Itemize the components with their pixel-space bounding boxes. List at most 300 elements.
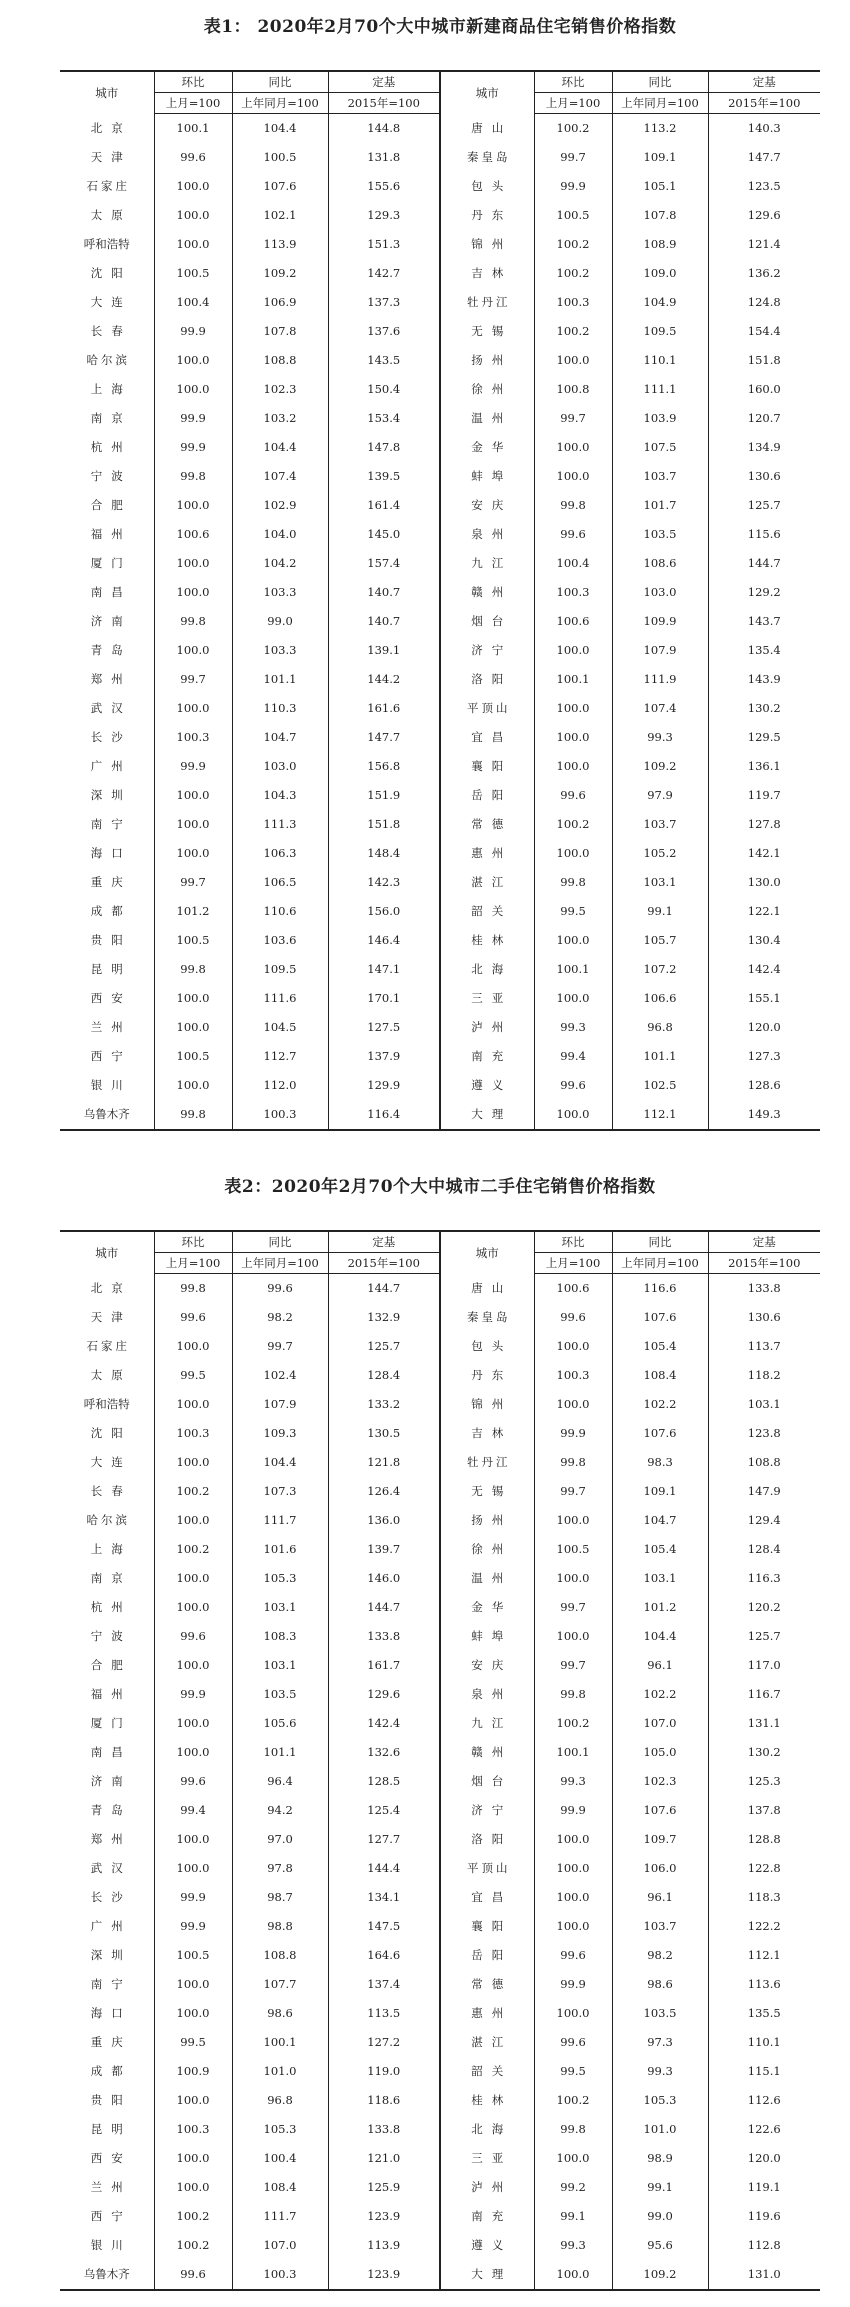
fixed-cell: 136.2	[708, 259, 820, 288]
mom-cell: 99.9	[154, 1883, 232, 1912]
yoy-cell: 97.3	[612, 2028, 708, 2057]
yoy-cell: 100.3	[232, 2260, 328, 2290]
fixed-cell: 130.5	[328, 1419, 440, 1448]
mom-cell: 100.0	[534, 1100, 612, 1130]
mom-cell: 100.0	[534, 926, 612, 955]
table-row	[60, 1448, 820, 1477]
city-cell: 秦皇岛	[440, 143, 534, 172]
mom-cell: 99.5	[534, 897, 612, 926]
yoy-cell: 108.3	[232, 1622, 328, 1651]
city-cell: 惠州	[440, 839, 534, 868]
mom-base-header: 上月=100	[534, 93, 612, 114]
table-row	[60, 578, 820, 607]
city-cell: 青岛	[90, 1803, 132, 1817]
city-cell: 上海	[90, 1542, 132, 1556]
yoy-base-header: 上年同月=100	[612, 1253, 708, 1274]
fixed-cell: 143.9	[708, 665, 820, 694]
fixed-cell: 150.4	[328, 375, 440, 404]
table-row	[60, 839, 820, 868]
city-cell: 桂林	[440, 2086, 534, 2115]
city-cell: 石家庄	[86, 179, 130, 193]
yoy-cell: 107.9	[612, 636, 708, 665]
table-row	[60, 1361, 820, 1390]
city-cell: 南昌	[90, 1745, 132, 1759]
mom-cell: 99.7	[534, 143, 612, 172]
yoy-cell: 101.1	[612, 1042, 708, 1071]
city-cell: 兰州	[90, 2180, 132, 2194]
fixed-cell: 134.1	[328, 1883, 440, 1912]
city-cell: 徐州	[440, 375, 534, 404]
fixed-cell: 116.4	[328, 1100, 440, 1130]
city-cell: 西安	[90, 991, 132, 1005]
yoy-header: 同比	[232, 1231, 328, 1253]
mom-cell: 99.8	[534, 1680, 612, 1709]
fixed-cell: 128.4	[708, 1535, 820, 1564]
fixed-cell: 136.1	[708, 752, 820, 781]
yoy-cell: 109.5	[232, 955, 328, 984]
city-cell: 武汉	[90, 701, 132, 715]
city-cell: 大连	[90, 295, 132, 309]
fixed-cell: 123.8	[708, 1419, 820, 1448]
yoy-cell: 103.1	[232, 1651, 328, 1680]
mom-cell: 100.0	[154, 694, 232, 723]
mom-cell: 99.7	[534, 404, 612, 433]
mom-cell: 99.9	[534, 1419, 612, 1448]
city-cell: 南京	[90, 1571, 132, 1585]
fixed-cell: 127.3	[708, 1042, 820, 1071]
yoy-cell: 111.9	[612, 665, 708, 694]
mom-cell: 100.0	[154, 1332, 232, 1361]
fixed-cell: 117.0	[708, 1651, 820, 1680]
fixed-cell: 118.3	[708, 1883, 820, 1912]
mom-cell: 99.6	[154, 2260, 232, 2290]
table-row	[60, 665, 820, 694]
yoy-cell: 107.3	[232, 1477, 328, 1506]
yoy-cell: 109.1	[612, 1477, 708, 1506]
table-row	[60, 1622, 820, 1651]
yoy-cell: 109.3	[232, 1419, 328, 1448]
fixed-cell: 133.8	[328, 2115, 440, 2144]
city-cell: 赣州	[440, 1738, 534, 1767]
city-cell: 广州	[90, 759, 132, 773]
yoy-cell: 107.7	[232, 1970, 328, 1999]
mom-cell: 100.0	[154, 1970, 232, 1999]
table-row	[60, 723, 820, 752]
mom-cell: 100.0	[534, 2260, 612, 2290]
mom-cell: 100.0	[534, 462, 612, 491]
city-cell: 深圳	[90, 788, 132, 802]
city-cell: 郑州	[90, 1832, 132, 1846]
city-cell: 银川	[90, 2238, 132, 2252]
mom-cell: 99.8	[534, 1448, 612, 1477]
table-row	[60, 2028, 820, 2057]
city-cell: 金华	[440, 433, 534, 462]
table-row	[60, 1332, 820, 1361]
fixed-cell: 142.1	[708, 839, 820, 868]
mom-cell: 100.0	[154, 1709, 232, 1738]
yoy-cell: 104.3	[232, 781, 328, 810]
yoy-cell: 104.4	[232, 1448, 328, 1477]
table-row	[60, 897, 820, 926]
fixed-cell: 142.3	[328, 868, 440, 897]
fixed-base-header: 2015年=100	[708, 1253, 820, 1274]
mom-cell: 100.2	[534, 259, 612, 288]
city-cell: 唐山	[440, 114, 534, 144]
fixed-cell: 115.1	[708, 2057, 820, 2086]
fixed-header: 定基	[328, 1231, 440, 1253]
yoy-cell: 108.9	[612, 230, 708, 259]
city-cell: 南充	[440, 2202, 534, 2231]
table-row	[60, 607, 820, 636]
yoy-cell: 103.1	[612, 1564, 708, 1593]
mom-cell: 100.5	[154, 1941, 232, 1970]
mom-cell: 99.6	[154, 1622, 232, 1651]
yoy-cell: 96.1	[612, 1883, 708, 1912]
city-cell: 九江	[440, 1709, 534, 1738]
yoy-cell: 111.7	[232, 1506, 328, 1535]
yoy-cell: 107.0	[612, 1709, 708, 1738]
fixed-cell: 133.8	[328, 1622, 440, 1651]
mom-cell: 100.0	[534, 694, 612, 723]
fixed-base-header: 2015年=100	[708, 93, 820, 114]
fixed-cell: 132.6	[328, 1738, 440, 1767]
yoy-cell: 103.5	[612, 1999, 708, 2028]
yoy-cell: 102.2	[612, 1390, 708, 1419]
table-row	[60, 752, 820, 781]
mom-cell: 100.0	[154, 1506, 232, 1535]
fixed-cell: 142.7	[328, 259, 440, 288]
table-row	[60, 1767, 820, 1796]
mom-cell: 99.7	[534, 1651, 612, 1680]
city-cell: 郑州	[90, 672, 132, 686]
yoy-cell: 106.6	[612, 984, 708, 1013]
yoy-cell: 109.0	[612, 259, 708, 288]
city-cell: 杭州	[90, 1600, 132, 1614]
mom-cell: 100.5	[154, 259, 232, 288]
yoy-cell: 103.6	[232, 926, 328, 955]
fixed-cell: 155.1	[708, 984, 820, 1013]
mom-cell: 100.0	[154, 1999, 232, 2028]
yoy-cell: 112.7	[232, 1042, 328, 1071]
fixed-cell: 118.6	[328, 2086, 440, 2115]
yoy-header: 同比	[612, 1231, 708, 1253]
city-cell: 天津	[90, 150, 132, 164]
mom-cell: 100.0	[154, 491, 232, 520]
city-cell: 福州	[90, 1687, 132, 1701]
fixed-cell: 144.7	[328, 1274, 440, 1304]
table-row	[60, 1883, 820, 1912]
yoy-cell: 96.1	[612, 1651, 708, 1680]
fixed-cell: 151.9	[328, 781, 440, 810]
table-row	[60, 2144, 820, 2173]
fixed-cell: 123.9	[328, 2260, 440, 2290]
city-cell: 包头	[440, 1332, 534, 1361]
fixed-cell: 119.1	[708, 2173, 820, 2202]
table-row	[60, 1796, 820, 1825]
city-cell: 天津	[90, 1310, 132, 1324]
fixed-cell: 127.2	[328, 2028, 440, 2057]
mom-cell: 100.3	[534, 288, 612, 317]
yoy-cell: 107.6	[612, 1796, 708, 1825]
fixed-cell: 120.0	[708, 2144, 820, 2173]
city-cell: 温州	[440, 404, 534, 433]
fixed-cell: 143.5	[328, 346, 440, 375]
fixed-cell: 103.1	[708, 1390, 820, 1419]
mom-cell: 100.1	[534, 665, 612, 694]
yoy-cell: 97.0	[232, 1825, 328, 1854]
fixed-cell: 118.2	[708, 1361, 820, 1390]
yoy-cell: 103.1	[612, 868, 708, 897]
yoy-header: 同比	[612, 71, 708, 93]
yoy-cell: 100.1	[232, 2028, 328, 2057]
fixed-cell: 128.8	[708, 1825, 820, 1854]
fixed-cell: 116.3	[708, 1564, 820, 1593]
fixed-cell: 125.9	[328, 2173, 440, 2202]
mom-cell: 100.0	[154, 839, 232, 868]
fixed-cell: 144.4	[328, 1854, 440, 1883]
mom-cell: 99.9	[154, 317, 232, 346]
mom-cell: 100.1	[534, 1738, 612, 1767]
city-cell: 常德	[440, 1970, 534, 1999]
mom-cell: 100.0	[154, 2144, 232, 2173]
yoy-cell: 111.7	[232, 2202, 328, 2231]
mom-cell: 100.6	[534, 1274, 612, 1304]
mom-cell: 100.3	[534, 1361, 612, 1390]
city-cell: 青岛	[90, 643, 132, 657]
yoy-cell: 116.6	[612, 1274, 708, 1304]
city-cell: 泸州	[440, 1013, 534, 1042]
mom-cell: 99.6	[534, 2028, 612, 2057]
yoy-base-header: 上年同月=100	[232, 93, 328, 114]
city-cell: 岳阳	[440, 1941, 534, 1970]
mom-cell: 100.0	[534, 433, 612, 462]
city-cell: 合肥	[90, 1658, 132, 1672]
yoy-cell: 101.1	[232, 665, 328, 694]
mom-cell: 100.0	[534, 839, 612, 868]
mom-cell: 100.0	[154, 636, 232, 665]
table-row	[60, 2057, 820, 2086]
yoy-cell: 98.2	[232, 1303, 328, 1332]
fixed-cell: 154.4	[708, 317, 820, 346]
yoy-cell: 105.3	[232, 1564, 328, 1593]
fixed-cell: 161.6	[328, 694, 440, 723]
mom-cell: 100.3	[154, 2115, 232, 2144]
yoy-base-header: 上年同月=100	[612, 93, 708, 114]
fixed-cell: 120.7	[708, 404, 820, 433]
mom-cell: 99.3	[534, 2231, 612, 2260]
yoy-cell: 103.5	[612, 520, 708, 549]
city-cell: 大理	[440, 2260, 534, 2290]
table-row	[60, 1593, 820, 1622]
table-row	[60, 1941, 820, 1970]
yoy-cell: 99.3	[612, 723, 708, 752]
mom-cell: 99.7	[154, 868, 232, 897]
fixed-cell: 160.0	[708, 375, 820, 404]
mom-cell: 99.6	[534, 1071, 612, 1100]
yoy-cell: 107.0	[232, 2231, 328, 2260]
yoy-cell: 107.6	[612, 1303, 708, 1332]
fixed-cell: 121.8	[328, 1448, 440, 1477]
yoy-cell: 101.0	[232, 2057, 328, 2086]
mom-cell: 99.7	[534, 1593, 612, 1622]
city-cell: 桂林	[440, 926, 534, 955]
fixed-cell: 139.5	[328, 462, 440, 491]
city-cell: 宁波	[90, 469, 132, 483]
fixed-cell: 125.7	[328, 1332, 440, 1361]
fixed-cell: 119.7	[708, 781, 820, 810]
mom-cell: 99.9	[154, 752, 232, 781]
fixed-cell: 128.4	[328, 1361, 440, 1390]
table-row	[60, 404, 820, 433]
city-cell: 贵阳	[90, 933, 132, 947]
yoy-cell: 105.4	[612, 1535, 708, 1564]
yoy-cell: 98.6	[612, 1970, 708, 1999]
fixed-cell: 147.5	[328, 1912, 440, 1941]
city-cell: 三亚	[440, 2144, 534, 2173]
fixed-cell: 135.4	[708, 636, 820, 665]
table-row	[60, 1564, 820, 1593]
city-cell: 成都	[90, 904, 132, 918]
yoy-cell: 112.1	[612, 1100, 708, 1130]
mom-cell: 99.8	[154, 607, 232, 636]
table-row	[60, 984, 820, 1013]
fixed-cell: 121.0	[328, 2144, 440, 2173]
mom-cell: 100.0	[534, 1825, 612, 1854]
fixed-cell: 121.4	[708, 230, 820, 259]
table-2	[60, 1230, 820, 2291]
mom-cell: 99.6	[534, 1303, 612, 1332]
city-cell: 无锡	[440, 317, 534, 346]
city-cell: 长沙	[90, 1890, 132, 1904]
city-cell: 烟台	[440, 1767, 534, 1796]
fixed-cell: 137.4	[328, 1970, 440, 1999]
fixed-cell: 127.7	[328, 1825, 440, 1854]
yoy-cell: 104.4	[232, 433, 328, 462]
yoy-cell: 95.6	[612, 2231, 708, 2260]
yoy-cell: 100.3	[232, 1100, 328, 1130]
yoy-cell: 98.7	[232, 1883, 328, 1912]
yoy-cell: 101.2	[612, 1593, 708, 1622]
city-cell: 杭州	[90, 440, 132, 454]
city-cell: 丹东	[440, 1361, 534, 1390]
city-cell: 蚌埠	[440, 1622, 534, 1651]
city-cell: 吉林	[440, 1419, 534, 1448]
mom-cell: 99.6	[534, 520, 612, 549]
city-cell: 丹东	[440, 201, 534, 230]
fixed-cell: 113.9	[328, 2231, 440, 2260]
yoy-cell: 104.7	[612, 1506, 708, 1535]
yoy-cell: 103.3	[232, 636, 328, 665]
mom-cell: 99.9	[534, 172, 612, 201]
fixed-cell: 131.1	[708, 1709, 820, 1738]
city-cell: 海口	[90, 846, 132, 860]
city-cell: 唐山	[440, 1274, 534, 1304]
city-cell: 太原	[90, 208, 132, 222]
city-cell: 北京	[90, 1280, 132, 1295]
fixed-cell: 170.1	[328, 984, 440, 1013]
mom-cell: 100.4	[154, 288, 232, 317]
fixed-cell: 123.9	[328, 2202, 440, 2231]
city-cell: 洛阳	[440, 1825, 534, 1854]
mom-cell: 100.0	[154, 2173, 232, 2202]
yoy-cell: 107.5	[612, 433, 708, 462]
city-cell: 厦门	[90, 556, 132, 570]
mom-cell: 99.8	[534, 2115, 612, 2144]
fixed-cell: 142.4	[708, 955, 820, 984]
city-cell: 呼和浩特	[83, 237, 130, 251]
fixed-cell: 151.8	[328, 810, 440, 839]
fixed-cell: 130.4	[708, 926, 820, 955]
mom-cell: 101.2	[154, 897, 232, 926]
yoy-cell: 107.8	[232, 317, 328, 346]
table-row	[60, 1013, 820, 1042]
yoy-cell: 107.6	[232, 172, 328, 201]
mom-cell: 100.3	[154, 723, 232, 752]
fixed-cell: 130.2	[708, 1738, 820, 1767]
yoy-cell: 106.9	[232, 288, 328, 317]
mom-cell: 99.7	[154, 665, 232, 694]
mom-cell: 99.8	[534, 868, 612, 897]
fixed-cell: 164.6	[328, 1941, 440, 1970]
city-cell: 安庆	[440, 1651, 534, 1680]
fixed-cell: 147.8	[328, 433, 440, 462]
city-cell: 锦州	[440, 230, 534, 259]
yoy-base-header: 上年同月=100	[232, 1253, 328, 1274]
mom-cell: 100.0	[534, 636, 612, 665]
city-cell: 海口	[90, 2006, 132, 2020]
yoy-cell: 108.4	[612, 1361, 708, 1390]
yoy-cell: 104.5	[232, 1013, 328, 1042]
fixed-cell: 157.4	[328, 549, 440, 578]
table-row	[60, 694, 820, 723]
yoy-cell: 98.9	[612, 2144, 708, 2173]
mom-cell: 100.6	[154, 520, 232, 549]
mom-cell: 100.0	[154, 810, 232, 839]
fixed-header: 定基	[708, 71, 820, 93]
table-row	[60, 346, 820, 375]
table-row	[60, 2260, 820, 2290]
table-row	[60, 288, 820, 317]
table-row	[60, 1854, 820, 1883]
mom-cell: 100.3	[154, 1419, 232, 1448]
fixed-cell: 146.0	[328, 1564, 440, 1593]
mom-cell: 99.6	[154, 1303, 232, 1332]
mom-cell: 100.0	[534, 1506, 612, 1535]
city-cell: 洛阳	[440, 665, 534, 694]
yoy-cell: 102.1	[232, 201, 328, 230]
fixed-cell: 124.8	[708, 288, 820, 317]
city-cell: 广州	[90, 1919, 132, 1933]
mom-cell: 100.0	[154, 549, 232, 578]
yoy-cell: 104.7	[232, 723, 328, 752]
city-cell: 西安	[90, 2151, 132, 2165]
yoy-cell: 110.1	[612, 346, 708, 375]
table-row	[60, 955, 820, 984]
fixed-cell: 122.6	[708, 2115, 820, 2144]
yoy-cell: 109.7	[612, 1825, 708, 1854]
mom-cell: 100.5	[154, 926, 232, 955]
fixed-cell: 149.3	[708, 1100, 820, 1130]
mom-cell: 99.9	[534, 1796, 612, 1825]
fixed-cell: 127.8	[708, 810, 820, 839]
city-cell: 扬州	[440, 346, 534, 375]
mom-cell: 100.0	[534, 346, 612, 375]
yoy-cell: 105.0	[612, 1738, 708, 1767]
mom-cell: 100.5	[534, 1535, 612, 1564]
city-cell: 济宁	[440, 1796, 534, 1825]
mom-cell: 100.0	[154, 984, 232, 1013]
city-cell: 哈尔滨	[86, 353, 130, 367]
